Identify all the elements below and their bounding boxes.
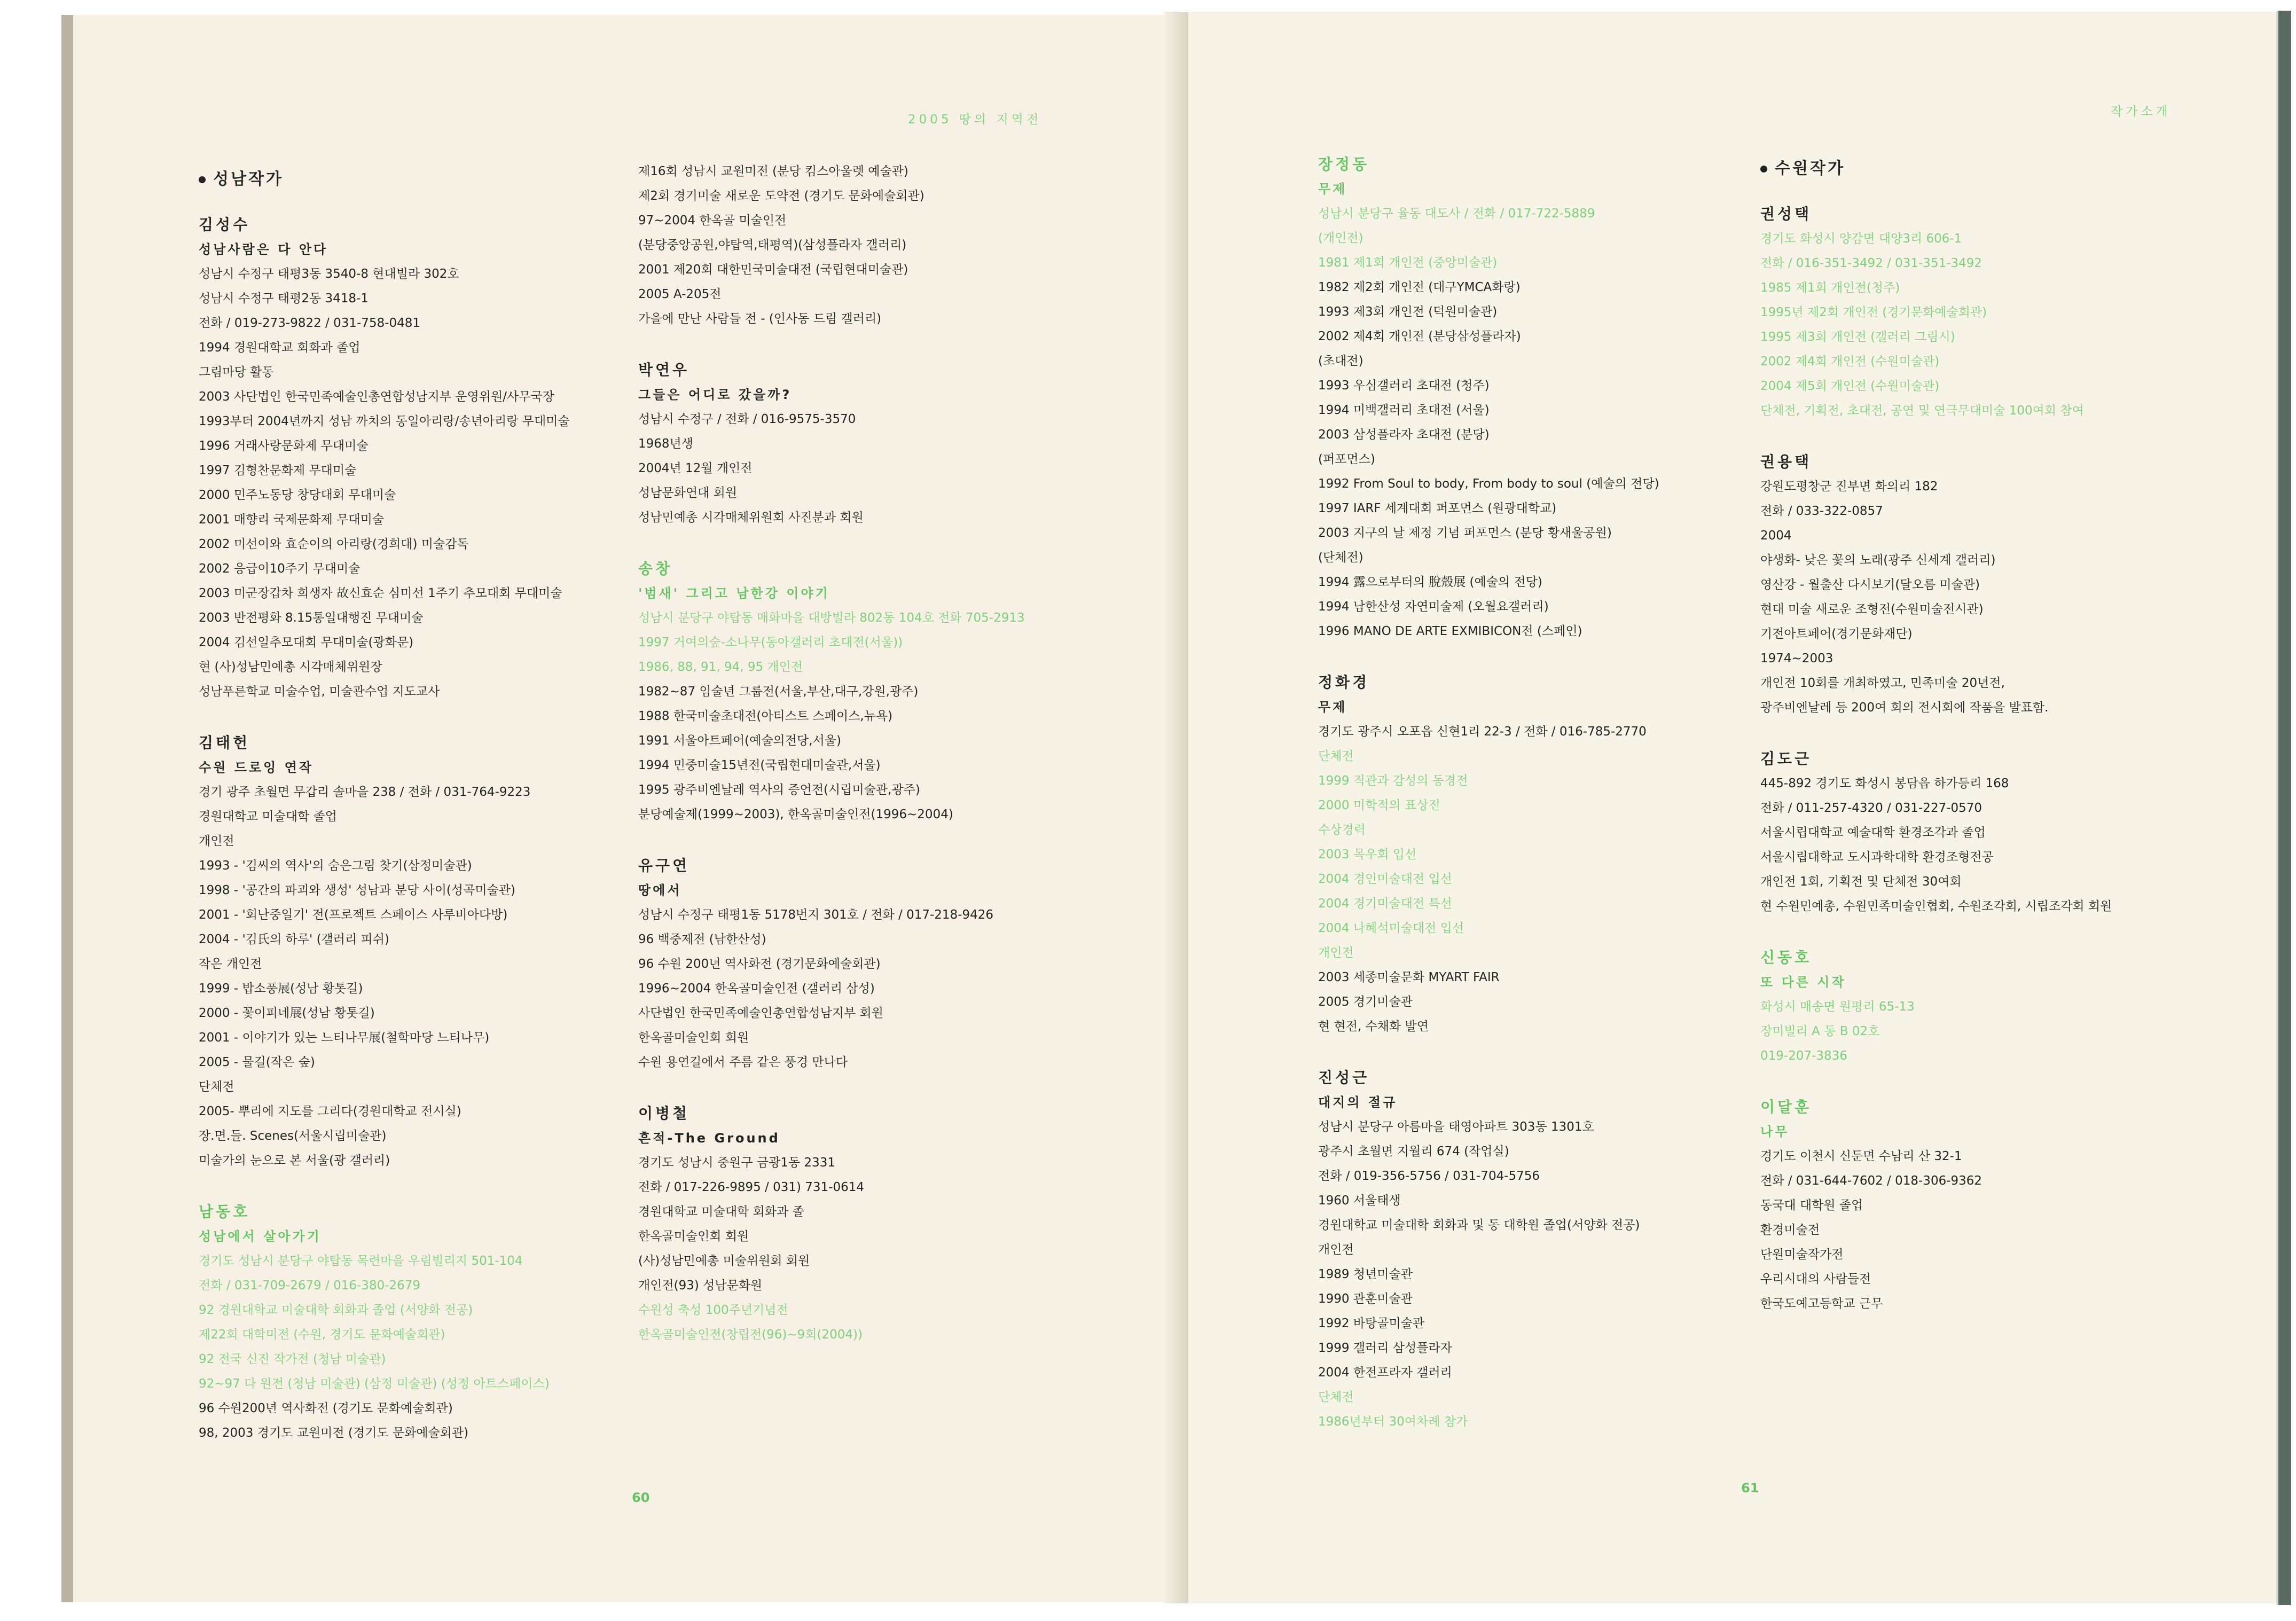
bio-line: 야생화- 낮은 꽃의 노래(광주 신세계 갤러리) (1760, 553, 1996, 567)
bio-line: 화성시 매송면 원평리 65-13 (1760, 1000, 1915, 1014)
bio-line: 1992 바탕골미술관 (1318, 1317, 1425, 1330)
bio-line: 2001 제20회 대한민국미술대전 (국립현대미술관) (638, 263, 908, 277)
bio-line: 2002 제4회 개인전 (수원미술관) (1760, 355, 1940, 369)
bio-line: 개인전 (1318, 1243, 1354, 1257)
bio-line: 1994 露으로부터의 脫殼展 (예술의 전당) (1318, 575, 1542, 589)
artist-name: 정화경 (1318, 674, 1370, 691)
bio-line: (단체전) (1318, 551, 1364, 565)
bio-line: 1994 남한산성 자연미술제 (오월요갤러리) (1318, 600, 1549, 614)
artist-entry (1318, 1066, 1756, 1434)
bio-line: 92 전국 신진 작가전 (청남 미술관) (199, 1352, 386, 1366)
bio-line: 성남푸른학교 미술수업, 미술관수업 지도교사 (199, 685, 440, 699)
bio-line: 전화 / 031-709-2679 / 016-380-2679 (199, 1279, 421, 1293)
bio-line: 한옥골미술인회 회원 (638, 1031, 749, 1045)
bio-line: 1990 관훈미술관 (1318, 1292, 1413, 1306)
artist-name: 장정동 (1318, 155, 1370, 173)
column-2 (638, 159, 1065, 1374)
bio-line: 1960 서울태생 (1318, 1194, 1401, 1208)
bio-line: 1995 광주비엔날레 역사의 증언전(시립미술관,광주) (638, 783, 920, 797)
work-title: 흔적-The Ground (638, 1131, 780, 1146)
bio-line: 2005 A-205전 (638, 287, 722, 301)
bullet-icon (1760, 166, 1767, 173)
bio-line: 성남시 분당구 아름마을 태영아파트 303동 1301호 (1318, 1120, 1594, 1134)
bio-line: 1996~2004 한옥골미술인전 (갤러리 삼성) (638, 982, 875, 996)
bio-line: 1993부터 2004년까지 성남 까치의 동일아리랑/송년아리랑 무대미술 (199, 414, 570, 428)
bio-line: 수원성 축성 100주년기념전 (638, 1303, 788, 1317)
work-title: 성남사람은 다 안다 (199, 242, 328, 257)
running-header-right: 작가소개 (2111, 105, 2171, 119)
bio-line: 2003 사단법인 한국민족예술인총연합성남지부 운영위원/사무국장 (199, 390, 554, 404)
bio-line: 2000 미학적의 표상전 (1318, 798, 1440, 812)
bio-line: 성남문화연대 회원 (638, 486, 738, 500)
bio-line: 1997 거여의숲-소나무(동아갤러리 초대전(서울)) (638, 636, 903, 649)
bio-line: 1994 경원대학교 회화과 졸업 (199, 341, 361, 355)
bio-line: 1993 우심갤러리 초대전 (청주) (1318, 379, 1490, 393)
bio-line: 개인전 10회를 개최하였고, 민족미술 20년전, (1760, 676, 2005, 690)
artist-list (638, 159, 1065, 1347)
artist-name: 송창 (638, 560, 673, 577)
bio-line: 1986년부터 30여차례 참가 (1318, 1415, 1468, 1429)
artist-entry (638, 853, 1065, 1075)
artist-list (1760, 202, 2188, 1316)
bio-line: 2000 민주노동당 창당대회 무대미술 (199, 488, 396, 502)
bio-line: 작은 개인전 (199, 957, 262, 971)
page-edge (2276, 11, 2291, 1605)
bio-line: 1997 IARF 세계대회 퍼포먼스 (원광대학교) (1318, 502, 1557, 515)
bio-line: 019-207-3836 (1760, 1049, 1847, 1063)
artist-list (199, 213, 626, 1445)
work-title: '범새' 그리고 남한강 이야기 (638, 586, 830, 601)
bio-line: 영산강 - 월출산 다시보기(달오름 미술관) (1760, 578, 1980, 592)
bio-line: 1982 제2회 개인전 (대구YMCA화랑) (1318, 280, 1521, 294)
work-title: 나무 (1760, 1124, 1790, 1139)
artist-entry (638, 557, 1065, 827)
bio-line: 개인전(93) 성남문화원 (638, 1279, 763, 1293)
bio-line: 단체전, 기획전, 초대전, 공연 및 연극무대미술 100여회 참여 (1760, 404, 2084, 418)
artist-entry (638, 1101, 1065, 1347)
artist-name: 김도근 (1760, 750, 1812, 768)
bio-line: 성남시 수정구 태평2동 3418-1 (199, 292, 369, 306)
bio-line: 장미빌리 A 동 B 02호 (1760, 1024, 1880, 1038)
bio-line: 광주비엔날레 등 200여 회의 전시회에 작품을 발표함. (1760, 701, 2049, 715)
bio-line: (퍼포먼스) (1318, 452, 1375, 466)
bio-line: 445-892 경기도 화성시 봉담읍 하가등리 168 (1760, 777, 2009, 790)
work-title: 대지의 절규 (1318, 1095, 1398, 1110)
bio-line: 1996 거래사랑문화제 무대미술 (199, 439, 369, 453)
bio-line: 2005 - 물길(작은 숲) (199, 1055, 315, 1069)
artist-list (1318, 152, 1756, 1434)
bio-line: 1989 청년미술관 (1318, 1267, 1413, 1281)
bio-line: 제16회 성남시 교원미전 (분당 킴스아울렛 예술관) (638, 165, 908, 178)
bio-line: 현 수원민예총, 수원민족미술인협회, 수원조각회, 시립조각회 회원 (1760, 899, 2112, 913)
bio-line: 개인전 (199, 834, 234, 848)
column-3 (1318, 152, 1756, 1461)
bio-line: 단체전 (1318, 749, 1354, 763)
bio-line: 광주시 초월면 지월리 674 (작업실) (1318, 1145, 1509, 1158)
artist-entry (199, 1200, 626, 1445)
bio-line: 2004 나혜석미술대전 입선 (1318, 921, 1464, 935)
bio-line: 92~97 다 원전 (청남 미술관) (삼정 미술관) (성정 아트스페이스) (199, 1377, 550, 1391)
bio-line: 한국도예고등학교 근무 (1760, 1297, 1883, 1311)
bio-line: 2004 한전프라자 갤러리 (1318, 1366, 1452, 1380)
bio-line: 성남시 수정구 / 전화 / 016-9575-3570 (638, 412, 856, 426)
work-title: 그들은 어디로 갔을까? (638, 387, 792, 402)
bio-line: 2004 경인미술대전 입선 (1318, 872, 1452, 886)
bio-line: 단체전 (199, 1080, 234, 1094)
bio-line: 전화 / 019-273-9822 / 031-758-0481 (199, 316, 421, 330)
bio-line: 1998 - '공간의 파괴와 생성' 성남과 분당 사이(성곡미술관) (199, 883, 515, 897)
bio-line: 현 현전, 수채화 발연 (1318, 1020, 1429, 1033)
bio-line: 경기도 광주시 오포읍 신현1리 22-3 / 전화 / 016-785-2770 (1318, 725, 1647, 739)
bio-line: 1981 제1회 개인전 (중앙미술관) (1318, 256, 1498, 270)
bio-line: 2004년 12월 개인전 (638, 461, 753, 475)
artist-entry (638, 358, 1065, 530)
bio-line: 성남시 수정구 태평1동 5178번지 301호 / 전화 / 017-218-9426 (638, 908, 994, 922)
artist-entry (1760, 202, 2188, 423)
artist-entry (199, 213, 626, 704)
artist-name: 진성근 (1318, 1069, 1370, 1086)
bio-line: 사단법인 한국민족예술인총연합성남지부 회원 (638, 1006, 883, 1020)
bio-line: 1999 직관과 감성의 동경전 (1318, 774, 1468, 788)
column-1 (199, 166, 626, 1472)
bio-line: (개인전) (1318, 231, 1364, 245)
bio-line: 경기도 성남시 중원구 금광1동 2331 (638, 1156, 836, 1170)
bio-line: 2003 미군장갑차 희생자 故신효순 심미선 1주기 추모대회 무대미술 (199, 586, 562, 600)
bio-line: 제2회 경기미술 새로운 도약전 (경기도 문화예술회관) (638, 189, 924, 203)
bio-line: 92 경원대학교 미술대학 회화과 졸업 (서양화 전공) (199, 1303, 473, 1317)
work-title: 무제 (1318, 182, 1347, 197)
bio-line: 현대 미술 새로운 조형전(수원미술전시관) (1760, 602, 1984, 616)
bio-line: 2004 김선일추모대회 무대미술(광화문) (199, 636, 414, 649)
bio-line: 2003 세종미술문화 MYART FAIR (1318, 970, 1500, 984)
bio-line: 2004 (1760, 529, 1792, 543)
bio-line: 1994 미백갤러리 초대전 (서울) (1318, 403, 1490, 417)
bio-line: 강원도평창군 진부면 화의리 182 (1760, 480, 1938, 494)
bio-line: 2005 경기미술관 (1318, 995, 1413, 1009)
bio-line: 미술가의 눈으로 본 서울(광 갤러리) (199, 1154, 390, 1168)
bio-line: 2001 - '회난중일기' 전(프로젝트 스페이스 사루비아다방) (199, 908, 508, 922)
artist-name: 권용택 (1760, 453, 1812, 471)
bio-line: 기전아트페어(경기문화재단) (1760, 627, 1913, 641)
page-number-right: 61 (1741, 1481, 1759, 1495)
page-number-left: 60 (632, 1490, 650, 1505)
bio-line: 개인전 1회, 기획전 및 단체전 30여회 (1760, 875, 1962, 889)
bio-line: 1995년 제2회 개인전 (경기문화예술회관) (1760, 306, 1987, 319)
artist-entry (1318, 670, 1756, 1039)
bio-line: 경원대학교 미술대학 회화과 및 동 대학원 졸업(서양화 전공) (1318, 1218, 1640, 1232)
bio-line: 경기도 이천시 신둔면 수남리 산 32-1 (1760, 1149, 1962, 1163)
bio-line: 단체전 (1318, 1390, 1354, 1404)
bio-line: 서울시립대학교 도시과학대학 환경조형전공 (1760, 850, 1994, 864)
bio-line: 동국대 대학원 졸업 (1760, 1199, 1863, 1212)
bio-line: 2005- 뿌리에 지도를 그리다(경원대학교 전시실) (199, 1105, 461, 1118)
bio-line: 2002 응급이10주기 무대미술 (199, 562, 361, 576)
artist-entry (199, 731, 626, 1173)
bio-line: 1999 - 밥소풍展(성남 황톳길) (199, 982, 363, 996)
bio-line: 2001 매향리 국제문화제 무대미술 (199, 513, 385, 527)
bio-line: 1997 김형찬문화제 무대미술 (199, 464, 357, 477)
artist-name: 유구연 (638, 857, 690, 874)
bio-line: 96 백중제전 (남한산성) (638, 933, 766, 946)
bio-line: 제22회 대학미전 (수원, 경기도 문화예술회관) (199, 1328, 445, 1342)
bio-line: 2004 - '김氏의 하루' (갤러리 피쉬) (199, 933, 389, 946)
bio-line: 수원 용연길에서 주름 같은 풍경 만나다 (638, 1055, 848, 1069)
artist-name: 이병철 (638, 1105, 690, 1122)
column-4 (1760, 155, 2188, 1343)
section-heading-suwon: 수원작가 (1760, 155, 2188, 178)
bio-line: 2003 지구의 날 제정 기념 퍼포먼스 (분당 황새울공원) (1318, 526, 1612, 540)
bio-line: 전화 / 031-644-7602 / 018-306-9362 (1760, 1174, 1982, 1188)
artist-name: 이달훈 (1760, 1098, 1812, 1116)
bio-line: 2003 목우회 입선 (1318, 848, 1417, 862)
bullet-icon (199, 176, 206, 183)
bio-line: 1985 제1회 개인전(청주) (1760, 281, 1900, 295)
bio-line: 97~2004 한옥골 미술인전 (638, 214, 787, 228)
bio-line: 분당예술제(1999~2003), 한옥골미술인전(1996~2004) (638, 808, 953, 821)
bio-line: 2003 반전평화 8.15통일대행진 무대미술 (199, 611, 424, 625)
bio-line: (사)성남민예총 미술위원회 회원 (638, 1254, 810, 1268)
bio-line: 한옥골미술인전(창립전(96)~9회(2004)) (638, 1328, 863, 1342)
bio-line: 가을에 만난 사람들 전 - (인사동 드림 갤러리) (638, 312, 882, 326)
bio-line: 전화 / 011-257-4320 / 031-227-0570 (1760, 801, 1982, 815)
bio-line: 2004 경기미술대전 특선 (1318, 897, 1452, 911)
bio-line: 성남시 수정구 태평3동 3540-8 현대빌라 302호 (199, 267, 459, 281)
bio-line: 전화 / 016-351-3492 / 031-351-3492 (1760, 256, 1982, 270)
bio-line: 성남민예총 시각매체위원회 사진분과 회원 (638, 511, 864, 524)
work-title: 수원 드로잉 연작 (199, 760, 314, 775)
bio-line: 현 (사)성남민예총 시각매체위원장 (199, 660, 382, 674)
artist-name: 김태헌 (199, 734, 250, 751)
bio-line: 2003 삼성플라자 초대전 (분당) (1318, 428, 1490, 442)
bio-line: 장.면.들. Scenes(서울시립미술관) (199, 1129, 387, 1143)
bio-line: 그림마당 활동 (199, 365, 274, 379)
bio-line: 1982~87 임술년 그룹전(서울,부산,대구,강원,광주) (638, 685, 919, 699)
artist-name: 박연우 (638, 361, 690, 379)
bio-line: 수상경력 (1318, 823, 1366, 837)
artist-entry (1318, 152, 1756, 644)
bio-line: 1995 제3회 개인전 (갤러리 그림시) (1760, 330, 1955, 344)
bio-line: 1993 제3회 개인전 (덕원미술관) (1318, 305, 1498, 319)
bio-line: 개인전 (1318, 946, 1354, 960)
artist-entry (1760, 747, 2188, 919)
bio-line: 우리시대의 사람들전 (1760, 1272, 1871, 1286)
bio-line: 1974~2003 (1760, 652, 1833, 665)
bio-line: 경기도 성남시 분당구 야탑동 목련마을 우림빌리지 501-104 (199, 1254, 523, 1268)
bio-line: 성남시 분당구 율동 대도사 / 전화 / 017-722-5889 (1318, 207, 1595, 221)
bio-line: 1996 MANO DE ARTE EXMIBICON전 (스페인) (1318, 624, 1582, 638)
bio-line: 1992 From Soul to body, From body to soul (예술의 전당) (1318, 477, 1659, 491)
work-title: 무제 (1318, 700, 1347, 715)
artist-entry (638, 159, 1065, 331)
bio-line: 2001 - 이야기가 있는 느티나무展(철학마당 느티나무) (199, 1031, 490, 1045)
bio-line: (분당중앙공원,야탑역,태평역)(삼성플라자 갤러리) (638, 238, 907, 252)
bio-line: 한옥골미술인회 회원 (638, 1230, 749, 1243)
bio-line: 경원대학교 미술대학 회화과 졸 (638, 1205, 804, 1219)
running-header-left: 2005 땅의 지역전 (908, 113, 1042, 127)
bio-line: 1988 한국미술초대전(아티스트 스페이스,뉴욕) (638, 709, 893, 723)
bio-line: 성남시 분당구 야탑동 매화마을 대방빌라 802동 104호 전화 705-2913 (638, 611, 1025, 625)
bio-line: 2000 - 꽃이피네展(성남 황톳길) (199, 1006, 375, 1020)
bio-line: 2002 미선이와 효순이의 아리랑(경희대) 미술감독 (199, 537, 469, 551)
bio-line: 1993 - '김씨의 역사'의 숨은그림 찾기(삼정미술관) (199, 859, 472, 873)
artist-entry (1760, 450, 2188, 720)
work-title: 땅에서 (638, 883, 682, 898)
work-title: 성남에서 살아가기 (199, 1229, 322, 1244)
bio-line: 경기 광주 초월면 무갑리 솔마을 238 / 전화 / 031-764-9223 (199, 785, 531, 799)
bio-line: 1991 서울아트페어(예술의전당,서울) (638, 734, 841, 748)
bio-line: 전화 / 017-226-9895 / 031) 731-0614 (638, 1180, 865, 1194)
bio-line: 서울시립대학교 예술대학 환경조각과 졸업 (1760, 826, 1986, 840)
bio-line: 1968년생 (638, 437, 693, 451)
artist-name: 김성수 (199, 216, 250, 233)
bio-line: 경기도 화성시 양감면 대양3리 606-1 (1760, 232, 1962, 246)
bio-line: 2002 제4회 개인전 (분당삼성플라자) (1318, 330, 1521, 343)
artist-name: 신동호 (1760, 949, 1812, 966)
bio-line: 경원대학교 미술대학 졸업 (199, 810, 338, 824)
bio-line: (초대전) (1318, 354, 1364, 368)
artist-entry (1760, 1095, 2188, 1316)
bio-line: 96 수원 200년 역사화전 (경기문화예술회관) (638, 957, 881, 971)
bio-line: 단원미술작가전 (1760, 1248, 1844, 1262)
bio-line: 전화 / 019-356-5756 / 031-704-5756 (1318, 1169, 1540, 1183)
section-heading-seongnam: 성남작가 (199, 166, 626, 189)
bio-line: 1986, 88, 91, 94, 95 개인전 (638, 660, 803, 674)
artist-name: 권성택 (1760, 205, 1812, 223)
bio-line: 1999 갤러리 삼성플라자 (1318, 1341, 1452, 1355)
artist-name: 남동호 (199, 1203, 250, 1220)
bio-line: 2004 제5회 개인전 (수원미술관) (1760, 379, 1940, 393)
work-title: 또 다른 시작 (1760, 975, 1846, 990)
bio-line: 환경미술전 (1760, 1223, 1820, 1237)
bio-line: 96 수원200년 역사화전 (경기도 문화예술회관) (199, 1401, 453, 1415)
bio-line: 전화 / 033-322-0857 (1760, 504, 1883, 518)
artist-entry (1760, 945, 2188, 1068)
bio-line: 1994 민중미술15년전(국립현대미술관,서울) (638, 758, 881, 772)
bio-line: 98, 2003 경기도 교원미전 (경기도 문화예술회관) (199, 1426, 469, 1440)
